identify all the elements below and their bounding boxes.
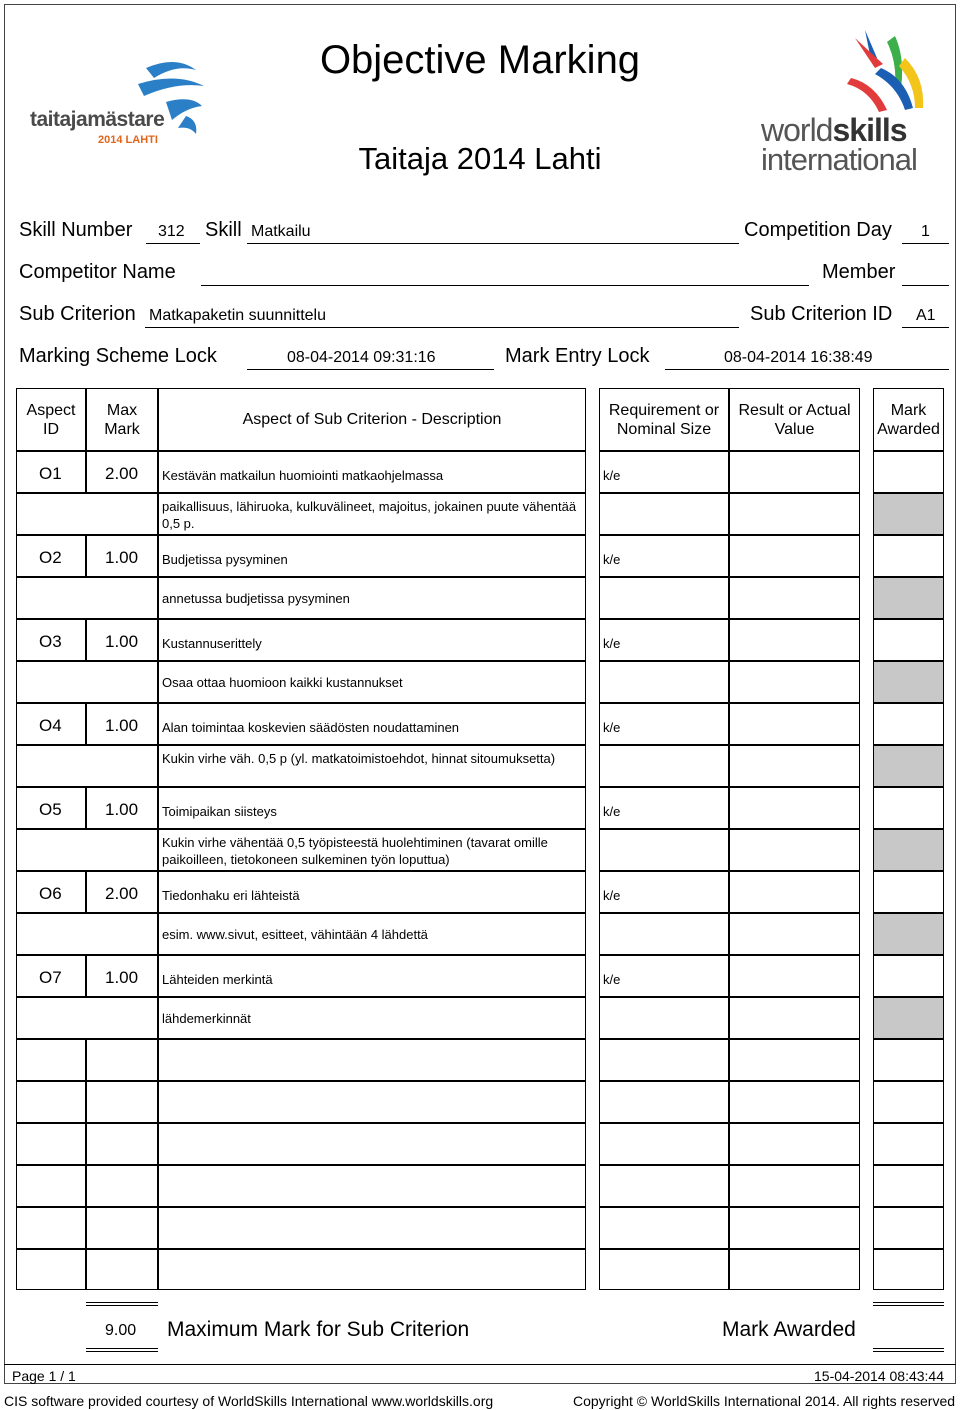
worldskills-logo-skills: skills	[832, 112, 907, 148]
cell-mark-awarded	[873, 1207, 944, 1249]
aspect-description: Budjetissa pysyminen	[162, 552, 288, 567]
requirement-value: k/e	[603, 552, 621, 567]
aspect-description: Lähteiden merkintä	[162, 972, 273, 987]
cell-max-mark	[86, 1081, 158, 1123]
requirement-value: k/e	[603, 720, 621, 735]
mark-entry-lock-underline	[665, 369, 949, 370]
cell-mark-awarded	[873, 1165, 944, 1207]
total-awarded-rule-bottom	[873, 1348, 944, 1352]
mark-awarded-disabled-cell	[873, 829, 944, 871]
cell-aspect-id	[16, 1207, 86, 1249]
competition-day-underline	[902, 243, 949, 244]
cell-result	[729, 1039, 860, 1081]
taitaja-logo-year: 2014 LAHTI	[98, 134, 158, 146]
aspect-detail: lähdemerkinnät	[162, 1011, 251, 1026]
marking-scheme-lock-value: 08-04-2014 09:31:16	[287, 349, 436, 366]
mark-entry-lock-value: 08-04-2014 16:38:49	[724, 349, 873, 366]
sub-criterion-underline	[145, 327, 739, 328]
cell-mark-awarded	[873, 451, 944, 493]
cell-result	[729, 577, 860, 619]
requirement-value: k/e	[603, 636, 621, 651]
aspect-description: Kestävän matkailun huomiointi matkaohjelmassa	[162, 468, 444, 483]
header-aspect-id: Aspect ID	[16, 388, 86, 451]
competitor-name-label: Competitor Name	[19, 261, 176, 283]
cell-description	[158, 1165, 586, 1207]
max-mark: 2.00	[105, 884, 139, 903]
sub-criterion-value: Matkapaketin suunnittelu	[149, 307, 326, 324]
cell-result	[729, 871, 860, 913]
detail-spacer-cell	[16, 493, 158, 535]
cell-mark-awarded	[873, 1123, 944, 1165]
cell-aspect-id	[16, 1081, 86, 1123]
cell-requirement	[599, 661, 729, 703]
cell-aspect-id	[16, 1123, 86, 1165]
skill-underline	[247, 243, 739, 244]
detail-spacer-cell	[16, 829, 158, 871]
cell-result	[729, 829, 860, 871]
aspect-detail: Osaa ottaa huomioon kaikki kustannukset	[162, 675, 403, 690]
aspect-id: O7	[39, 968, 62, 987]
mark-awarded-disabled-cell	[873, 577, 944, 619]
mark-awarded-disabled-cell	[873, 913, 944, 955]
total-awarded-label: Mark Awarded	[722, 1318, 856, 1341]
total-max-label: Maximum Mark for Sub Criterion	[167, 1318, 470, 1341]
marking-scheme-lock-label: Marking Scheme Lock	[19, 345, 217, 367]
cell-description	[158, 1249, 586, 1290]
requirement-value: k/e	[603, 972, 621, 987]
max-mark: 1.00	[105, 968, 139, 987]
header-max-mark: Max Mark	[86, 388, 158, 451]
taitaja-logo-text: taitajamästare	[30, 108, 165, 131]
print-timestamp: 15-04-2014 08:43:44	[814, 1368, 944, 1384]
mark-awarded-disabled-cell	[873, 493, 944, 535]
aspect-id: O2	[39, 548, 62, 567]
cell-result	[729, 1081, 860, 1123]
copyright-notice: Copyright © WorldSkills International 2014. All rights reserved	[573, 1393, 956, 1409]
competition-day-value: 1	[921, 223, 930, 240]
cell-requirement	[599, 577, 729, 619]
page-title: Objective Marking	[319, 38, 641, 82]
sub-criterion-label: Sub Criterion	[19, 303, 136, 325]
cell-requirement	[599, 745, 729, 787]
requirement-value: k/e	[603, 468, 621, 483]
aspect-id: O3	[39, 632, 62, 651]
total-max-value: 9.00	[105, 1322, 137, 1339]
skill-label: Skill	[205, 219, 242, 241]
total-awarded-rule-top	[873, 1302, 944, 1306]
cell-mark-awarded	[873, 1039, 944, 1081]
aspect-description: Toimipaikan siisteys	[162, 804, 277, 819]
competitor-name-underline	[201, 285, 809, 286]
page-number: Page 1 / 1	[12, 1368, 76, 1384]
aspect-detail: paikallisuus, lähiruoka, kulkuvälineet, majoitus, jokainen puute vähentää 0,5 p.	[162, 499, 577, 531]
mark-awarded-disabled-cell	[873, 745, 944, 787]
sub-criterion-id-label: Sub Criterion ID	[750, 303, 893, 325]
skill-number-label: Skill Number	[19, 219, 133, 241]
mark-awarded-disabled-cell	[873, 997, 944, 1039]
skill-number-value: 312	[158, 223, 185, 240]
aspect-description: Alan toimintaa koskevien säädösten noudattaminen	[162, 720, 460, 735]
worldskills-logo-world: world	[761, 112, 833, 148]
cell-result	[729, 787, 860, 829]
member-underline	[902, 285, 949, 286]
total-max-rule-top	[86, 1302, 158, 1306]
cell-result	[729, 1165, 860, 1207]
cell-requirement	[599, 997, 729, 1039]
max-mark: 1.00	[105, 800, 139, 819]
sub-criterion-id-value: A1	[916, 307, 936, 324]
cell-requirement	[599, 829, 729, 871]
cell-result	[729, 451, 860, 493]
cell-aspect-id	[16, 1165, 86, 1207]
header-mark-awarded: Mark Awarded	[873, 388, 944, 451]
cell-mark-awarded	[873, 703, 944, 745]
header-description: Aspect of Sub Criterion - Description	[158, 388, 586, 451]
cell-mark-awarded	[873, 787, 944, 829]
skill-number-underline	[146, 243, 200, 244]
cell-result	[729, 703, 860, 745]
cell-mark-awarded	[873, 1249, 944, 1290]
detail-spacer-cell	[16, 913, 158, 955]
cell-max-mark	[86, 1207, 158, 1249]
aspect-detail: annetussa budjetissa pysyminen	[162, 591, 350, 606]
cell-requirement	[599, 913, 729, 955]
cell-result	[729, 493, 860, 535]
cell-result	[729, 1207, 860, 1249]
max-mark: 1.00	[105, 632, 139, 651]
header-requirement: Requirement or Nominal Size	[599, 388, 729, 451]
cell-requirement	[599, 1039, 729, 1081]
requirement-value: k/e	[603, 804, 621, 819]
mark-entry-lock-label: Mark Entry Lock	[505, 345, 650, 367]
cell-max-mark	[86, 1249, 158, 1290]
requirement-value: k/e	[603, 888, 621, 903]
cell-max-mark	[86, 1123, 158, 1165]
cell-requirement	[599, 1081, 729, 1123]
mark-awarded-disabled-cell	[873, 661, 944, 703]
cell-mark-awarded	[873, 1081, 944, 1123]
footer-divider	[4, 1364, 956, 1365]
cell-aspect-id	[16, 1249, 86, 1290]
detail-spacer-cell	[16, 745, 158, 787]
aspect-detail: esim. www.sivut, esitteet, vähintään 4 lähdettä	[162, 927, 428, 942]
cell-description	[158, 1207, 586, 1249]
cell-requirement	[599, 1123, 729, 1165]
cell-description	[158, 1081, 586, 1123]
cell-max-mark	[86, 1039, 158, 1081]
page-subtitle: Taitaja 2014 Lahti	[358, 141, 602, 176]
max-mark: 2.00	[105, 464, 139, 483]
cell-result	[729, 661, 860, 703]
cell-result	[729, 745, 860, 787]
cell-requirement	[599, 1249, 729, 1290]
cell-requirement	[599, 493, 729, 535]
aspect-description: Tiedonhaku eri lähteistä	[162, 888, 300, 903]
max-mark: 1.00	[105, 716, 139, 735]
member-label: Member	[822, 261, 896, 283]
skill-value: Matkailu	[251, 223, 311, 240]
header-result: Result or Actual Value	[729, 388, 860, 451]
aspect-id: O5	[39, 800, 62, 819]
cell-result	[729, 1249, 860, 1290]
max-mark: 1.00	[105, 548, 139, 567]
cell-result	[729, 1123, 860, 1165]
cell-description	[158, 1123, 586, 1165]
cell-result	[729, 913, 860, 955]
cell-requirement	[599, 1207, 729, 1249]
cell-description	[158, 1039, 586, 1081]
cell-result	[729, 955, 860, 997]
aspect-id: O1	[39, 464, 62, 483]
total-max-rule-bottom	[86, 1348, 158, 1352]
aspect-id: O4	[39, 716, 62, 735]
cell-mark-awarded	[873, 955, 944, 997]
cell-result	[729, 535, 860, 577]
detail-spacer-cell	[16, 997, 158, 1039]
aspect-description: Kustannuserittely	[162, 636, 262, 651]
cell-requirement	[599, 1165, 729, 1207]
aspect-id: O6	[39, 884, 62, 903]
detail-spacer-cell	[16, 661, 158, 703]
cell-mark-awarded	[873, 535, 944, 577]
software-credit: CIS software provided courtesy of WorldSkills International www.worldskills.org	[4, 1393, 494, 1409]
aspect-detail: Kukin virhe vähentää 0,5 työpisteestä huolehtiminen (tavarat omille paikoilleen, tietokoneen sulkeminen työn loputtua)	[162, 835, 548, 867]
aspect-detail: Kukin virhe väh. 0,5 p (yl. matkatoimistoehdot, hinnat sitoumuksetta)	[162, 751, 556, 766]
cell-mark-awarded	[873, 619, 944, 661]
competition-day-label: Competition Day	[744, 219, 892, 241]
marking-scheme-lock-underline	[247, 369, 494, 370]
cell-max-mark	[86, 1165, 158, 1207]
cell-aspect-id	[16, 1039, 86, 1081]
cell-mark-awarded	[873, 871, 944, 913]
cell-result	[729, 619, 860, 661]
cell-result	[729, 997, 860, 1039]
sub-criterion-id-underline	[902, 327, 949, 328]
worldskills-logo-line2: international	[761, 142, 917, 177]
detail-spacer-cell	[16, 577, 158, 619]
